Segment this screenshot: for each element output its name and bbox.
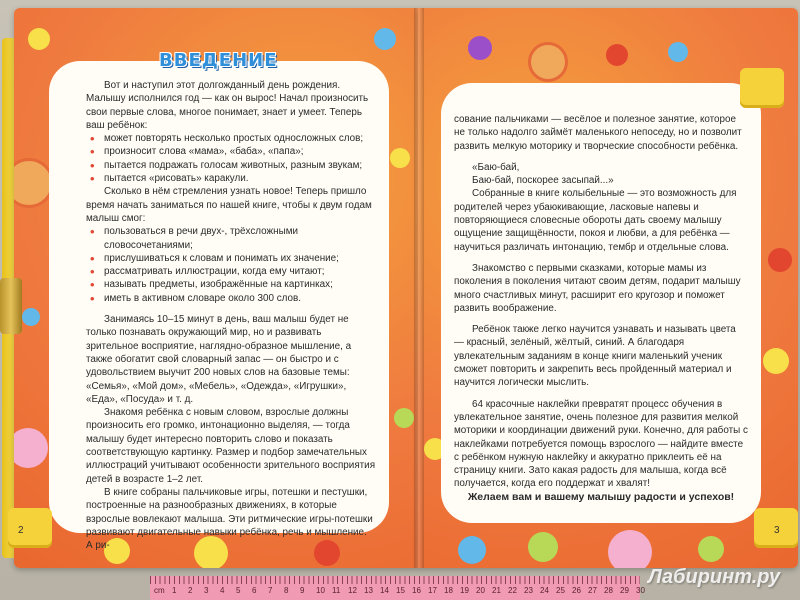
ruler-number: 15 <box>396 586 405 595</box>
ruler-number: 21 <box>492 586 501 595</box>
decor-dot <box>606 44 628 66</box>
decor-dot <box>374 28 396 50</box>
decor-dot <box>28 28 50 50</box>
bullet-list <box>86 132 376 185</box>
list-item: • пытается подражать голосам животных, разным звукам; <box>86 159 376 172</box>
decor-dot <box>424 438 446 460</box>
puzzle-piece-decoration <box>740 68 784 108</box>
ruler-number: 8 <box>284 586 289 595</box>
list-item: • прислушиваться к словам и понимать их значение; <box>86 252 376 265</box>
ruler-number: 11 <box>332 586 341 595</box>
paragraph: Ребёнок также легко научится узнавать и называть цвета — красный, зелёный, жёлтый, синий. А благодаря увлекательным заданиям в конце книги маленький ученик сможет повторить и закрепить весь пройденный материал и научится логически мыслить. <box>454 324 736 389</box>
right-page-text <box>454 113 748 504</box>
paragraph: Собранные в книге колыбельные — это возможность для родителей через убаюкивающие, ласковые напевы и повторяющиеся словесные обороты дать своему малышу ощущение защищённости, покоя и любви, а для ребёнка — научиться различать интонацию, тембр и отдельные слова. <box>454 188 737 253</box>
bullet-list <box>86 225 376 305</box>
ruler <box>150 576 645 600</box>
ruler-number: 24 <box>540 586 549 595</box>
list-item: • называть предметы, изображённые на картинках; <box>86 278 376 291</box>
decor-dot <box>698 536 724 562</box>
ruler-number: 5 <box>236 586 241 595</box>
paragraph: Вот и наступил этот долгожданный день рождения. Малышу исполнился год — как он вырос! Начал произносить свои первые слова, многое понимает, знает и умеет. Теперь ваш ребёнок: <box>86 80 369 131</box>
decor-dot <box>668 42 688 62</box>
list-item: • может повторять несколько простых односложных слов; <box>86 132 376 145</box>
ruler-number: 16 <box>412 586 421 595</box>
paragraph: Занимаясь 10–15 минут в день, ваш малыш будет не только познавать окружающий мир, но и развивать зрительное восприятие, наглядно-образное мышление, а также обогатит свой словарный запас — он быстро и с удовольствием выучит 200 новых слов на базовые темы: «Семья», «Мой дом», «Мебель», «Одежда», «Игрушки», «Еда», «Посуда» и т. д. <box>86 314 352 405</box>
ruler-number: 14 <box>380 586 389 595</box>
ruler-number: 13 <box>364 586 373 595</box>
left-page-text <box>86 79 376 552</box>
ruler-number: 23 <box>524 586 533 595</box>
paragraph: В книге собраны пальчиковые игры, потешки и пестушки, построенные на разнообразных движениях, в которые взрослые вовлекают малыша. Эти ритмические игры-потешки развивают двигательные навыки ребёнка, речь и мышление. А ри- <box>86 486 373 552</box>
ruler-number: 19 <box>460 586 469 595</box>
decor-dot <box>390 148 410 168</box>
ruler-number: 2 <box>188 586 193 595</box>
ruler-number: 18 <box>444 586 453 595</box>
verse-line: «Баю-бай, <box>472 161 520 173</box>
decor-dot <box>768 248 792 272</box>
ruler-number: 27 <box>588 586 597 595</box>
page-heading: ВВЕДЕНИЕ <box>159 50 278 71</box>
ruler-number: 4 <box>220 586 225 595</box>
paragraph: Знакомство с первыми сказками, которые мамы из поколения в поколения читают своим детям, подарит малышу много счастливых минут, расширит его кругозор и поможет развить воображение. <box>454 262 741 314</box>
decor-dot <box>528 42 568 82</box>
ruler-number: 10 <box>316 586 325 595</box>
decor-dot <box>528 532 558 562</box>
ruler-number: 6 <box>252 586 257 595</box>
list-item: • пытается «рисовать» каракули. <box>86 172 376 185</box>
ruler-number: 28 <box>604 586 613 595</box>
decor-dot <box>763 348 789 374</box>
list-item: • иметь в активном словаре около 300 слов. <box>86 292 376 305</box>
ruler-number: 20 <box>476 586 485 595</box>
ruler-number: 9 <box>300 586 305 595</box>
decor-dot <box>468 36 492 60</box>
paragraph: 64 красочные наклейки превратят процесс обучения в увлекательное занятие, очень полезное для развития мелкой моторики и координации движений руки. Конечно, для работы с наклейками потребуется помощь взрослого — найдите вместе с ребёнком нужную наклейку и аккуратно приклеить её на страницу книги. Зато какая радость для малыша, когда всё получается, когда его поддержат и хвалят! <box>454 398 748 490</box>
decor-dot <box>458 536 486 564</box>
ruler-unit-label: cm <box>154 586 165 595</box>
book-spine <box>414 8 424 568</box>
list-item: • пользоваться в речи двух-, трёхсложными словосочетаниями; <box>86 225 376 252</box>
watermark: Лабиринт.ру <box>648 566 781 588</box>
ruler-number: 30 <box>636 586 645 595</box>
decor-dot <box>14 158 54 208</box>
decor-dot <box>394 408 414 428</box>
ruler-number: 25 <box>556 586 565 595</box>
paragraph: Знакомя ребёнка с новым словом, взрослые должны произносить его громко, интонационно выделяя, — тогда малышу будет интересно повторить слово и показать соответствующую картинку. Размер и подбор замечательных иллюстраций учитывают особенности зрительного восприятия детей в возрасте 1–2 лет. <box>86 407 376 485</box>
decor-dot <box>608 530 652 568</box>
ruler-number: 22 <box>508 586 517 595</box>
ruler-number: 1 <box>172 586 177 595</box>
book-spread <box>14 8 798 578</box>
page-number-left: 2 <box>18 525 24 536</box>
closing-line: Желаем вам и вашему малышу радости и успехов! <box>467 490 735 503</box>
decor-dot <box>14 428 48 468</box>
ruler-number: 12 <box>348 586 357 595</box>
decor-dot <box>22 308 40 326</box>
book-clip <box>0 278 22 334</box>
ruler-number: 26 <box>572 586 581 595</box>
ruler-number: 7 <box>268 586 273 595</box>
ruler-ticks <box>150 576 640 584</box>
ruler-number: 3 <box>204 586 209 595</box>
paragraph: Сколько в нём стремления узнать новое! Теперь пришло время начать заниматься по нашей книге, чтобы к двум годам малыш смог: <box>86 186 372 224</box>
paragraph: сование пальчиками — весёлое и полезное занятие, которое не только надолго займёт маленького непоседу, но и позволит развить мелкую моторику и творческие способности ребёнка. <box>454 114 742 152</box>
puzzle-piece-decoration <box>8 508 52 548</box>
verse-line: Баю-бай, поскорее засыпай...» <box>472 175 614 187</box>
list-item: • произносит слова «мама», «баба», «папа»; <box>86 145 376 158</box>
list-item: • рассматривать иллюстрации, когда ему читают; <box>86 265 376 278</box>
page-number-right: 3 <box>774 525 780 536</box>
ruler-number: 17 <box>428 586 437 595</box>
ruler-number: 29 <box>620 586 629 595</box>
